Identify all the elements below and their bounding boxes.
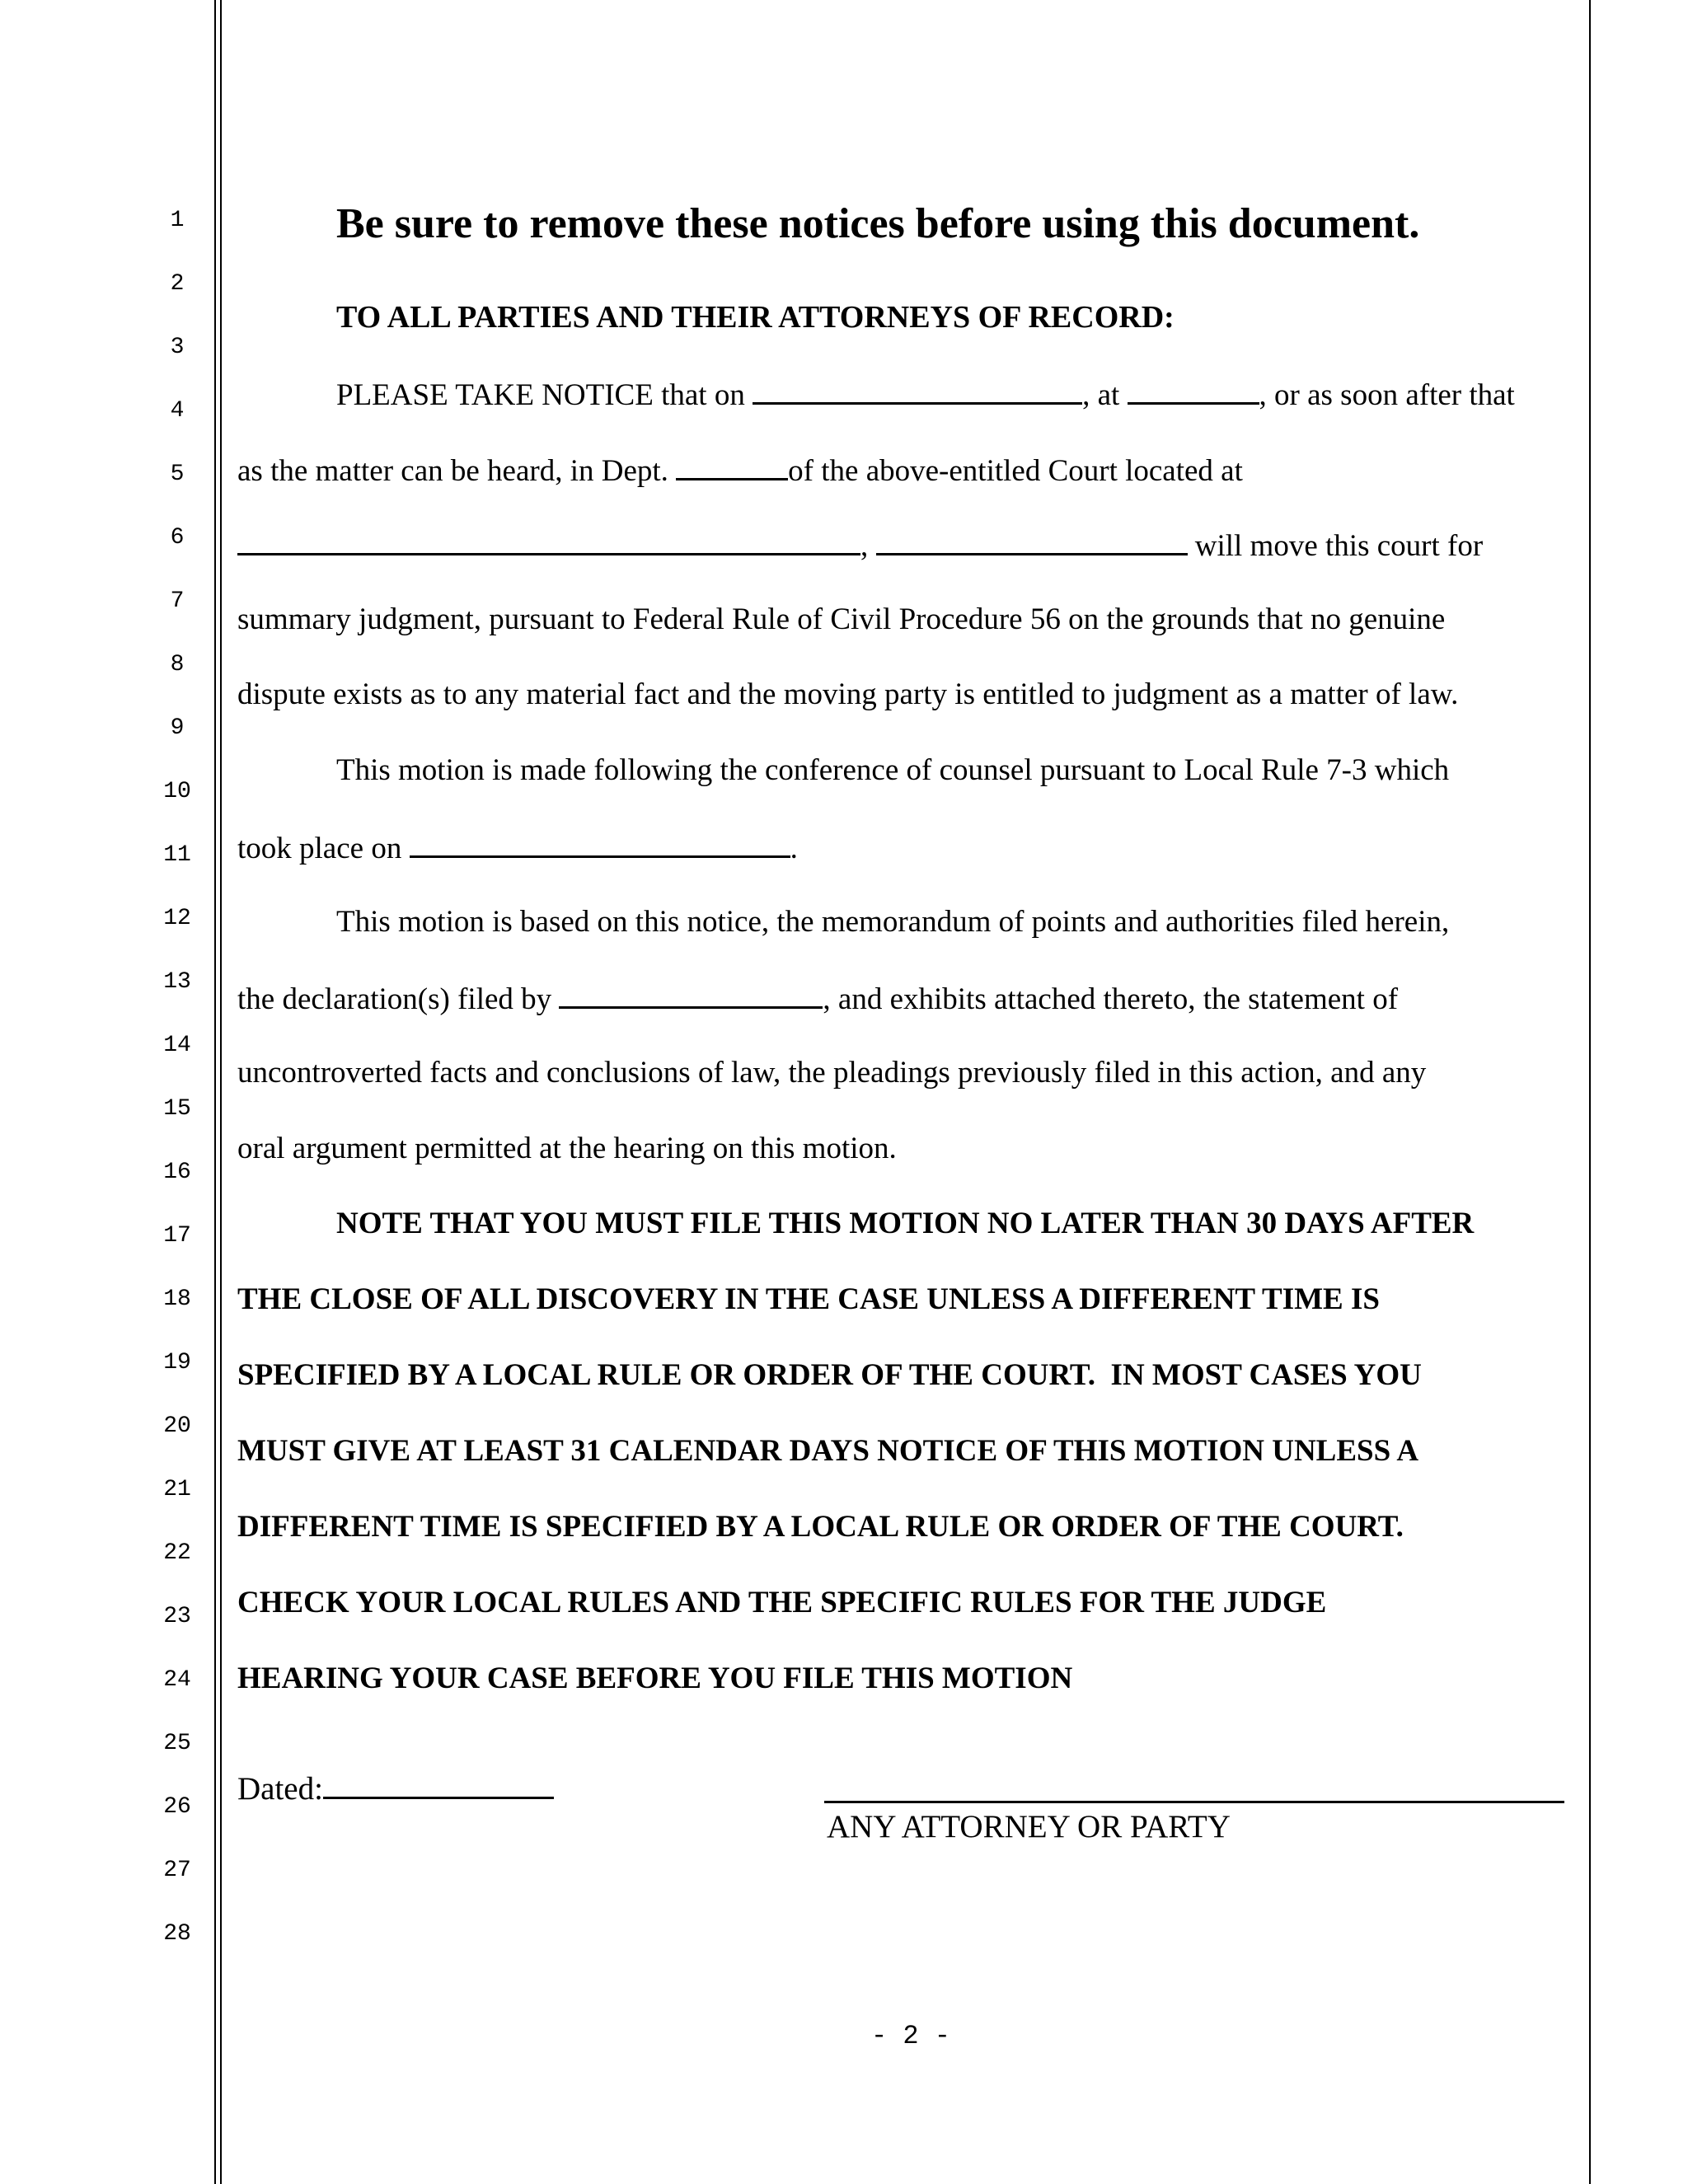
line-number: 23 xyxy=(163,1604,191,1629)
dated-line xyxy=(237,1772,554,1805)
line-number: 22 xyxy=(163,1540,191,1566)
page-number: - 2 - xyxy=(870,2021,950,2051)
para2-line2 xyxy=(237,831,798,864)
line-number: 4 xyxy=(170,398,185,424)
line-number: 12 xyxy=(163,906,191,931)
line-number: 11 xyxy=(163,842,191,868)
line-number: 18 xyxy=(163,1286,191,1312)
note-line: SPECIFIED BY A LOCAL RULE OR ORDER OF THE COURT. IN MOST CASES YOU xyxy=(237,1358,1422,1392)
line-number: 19 xyxy=(163,1350,191,1376)
line-number: 21 xyxy=(163,1477,191,1502)
para3-line4: oral argument permitted at the hearing on this motion. xyxy=(237,1132,897,1165)
text: as the matter can be heard, in Dept. xyxy=(237,454,677,488)
conference-date-blank[interactable] xyxy=(410,831,790,858)
line-number: 7 xyxy=(170,588,185,614)
para1-line4: summary judgment, pursuant to Federal Rule of Civil Procedure 56 on the grounds that no genuine xyxy=(237,602,1446,636)
line-number: 5 xyxy=(170,462,185,487)
note-line: THE CLOSE OF ALL DISCOVERY IN THE CASE UNLESS A DIFFERENT TIME IS xyxy=(237,1282,1380,1316)
para3-line1: This motion is based on this notice, the memorandum of points and authorities filed herein, xyxy=(336,905,1450,939)
line-number: 15 xyxy=(163,1096,191,1122)
para2-line1: This motion is made following the conference of counsel pursuant to Local Rule 7-3 which xyxy=(336,753,1450,787)
note-line: DIFFERENT TIME IS SPECIFIED BY A LOCAL RULE OR ORDER OF THE COURT. xyxy=(237,1510,1404,1544)
moving-party-blank[interactable] xyxy=(876,528,1188,555)
text: of the above-entitled Court located at xyxy=(788,454,1243,488)
line-number: 25 xyxy=(163,1731,191,1756)
line-number: 9 xyxy=(170,715,185,741)
text: . xyxy=(790,832,798,865)
hearing-date-blank[interactable] xyxy=(753,377,1082,405)
dated-blank[interactable] xyxy=(323,1772,554,1799)
line-number: 10 xyxy=(163,779,191,804)
text: , and exhibits attached thereto, the statement of xyxy=(823,982,1399,1016)
line-number: 20 xyxy=(163,1413,191,1439)
left-margin-rule-outer xyxy=(214,0,216,2184)
line-number: 2 xyxy=(170,271,185,297)
declarant-blank[interactable] xyxy=(559,982,823,1009)
line-number: 8 xyxy=(170,652,185,677)
para1-line3 xyxy=(237,528,1483,561)
signature-label: ANY ATTORNEY OR PARTY xyxy=(827,1809,1231,1844)
para1-line2 xyxy=(237,453,1243,486)
department-blank[interactable] xyxy=(676,453,788,480)
note-line: NOTE THAT YOU MUST FILE THIS MOTION NO LATER THAN 30 DAYS AFTER xyxy=(336,1207,1475,1240)
note-line: CHECK YOUR LOCAL RULES AND THE SPECIFIC RULES FOR THE JUDGE xyxy=(237,1586,1327,1619)
removal-notice-title: Be sure to remove these notices before using this document. xyxy=(336,200,1420,247)
dated-label: Dated: xyxy=(237,1771,323,1807)
line-number: 17 xyxy=(163,1223,191,1249)
line-number: 26 xyxy=(163,1794,191,1820)
note-line: MUST GIVE AT LEAST 31 CALENDAR DAYS NOTICE OF THIS MOTION UNLESS A xyxy=(237,1434,1419,1468)
line-number: 28 xyxy=(163,1921,191,1947)
note-line: HEARING YOUR CASE BEFORE YOU FILE THIS MOTION xyxy=(237,1661,1073,1695)
para3-line2 xyxy=(237,982,1398,1015)
court-address-blank[interactable] xyxy=(237,528,860,555)
text: took place on xyxy=(237,832,410,865)
para1-line1 xyxy=(336,377,1515,410)
line-number: 6 xyxy=(170,525,185,551)
text: , xyxy=(860,529,876,563)
text: , at xyxy=(1082,378,1128,412)
text: the declaration(s) filed by xyxy=(237,982,560,1016)
line-number: 16 xyxy=(163,1160,191,1185)
line-number: 1 xyxy=(170,208,185,233)
left-margin-rule-inner xyxy=(220,0,222,2184)
para1-line5: dispute exists as to any material fact and the moving party is entitled to judgment as a matter of law. xyxy=(237,677,1459,711)
heading-parties: TO ALL PARTIES AND THEIR ATTORNEYS OF RECORD: xyxy=(336,300,1175,335)
line-number: 27 xyxy=(163,1858,191,1883)
text: will move this court for xyxy=(1187,529,1484,563)
text: PLEASE TAKE NOTICE that on xyxy=(336,378,753,412)
signature-line[interactable] xyxy=(824,1801,1564,1803)
right-margin-rule xyxy=(1589,0,1591,2184)
hearing-time-blank[interactable] xyxy=(1128,377,1259,405)
line-number: 24 xyxy=(163,1667,191,1693)
text: , or as soon after that xyxy=(1259,378,1515,412)
line-number: 3 xyxy=(170,335,185,360)
line-number: 13 xyxy=(163,969,191,995)
para3-line3: uncontroverted facts and conclusions of law, the pleadings previously filed in this action, and any xyxy=(237,1056,1427,1090)
line-number: 14 xyxy=(163,1033,191,1058)
